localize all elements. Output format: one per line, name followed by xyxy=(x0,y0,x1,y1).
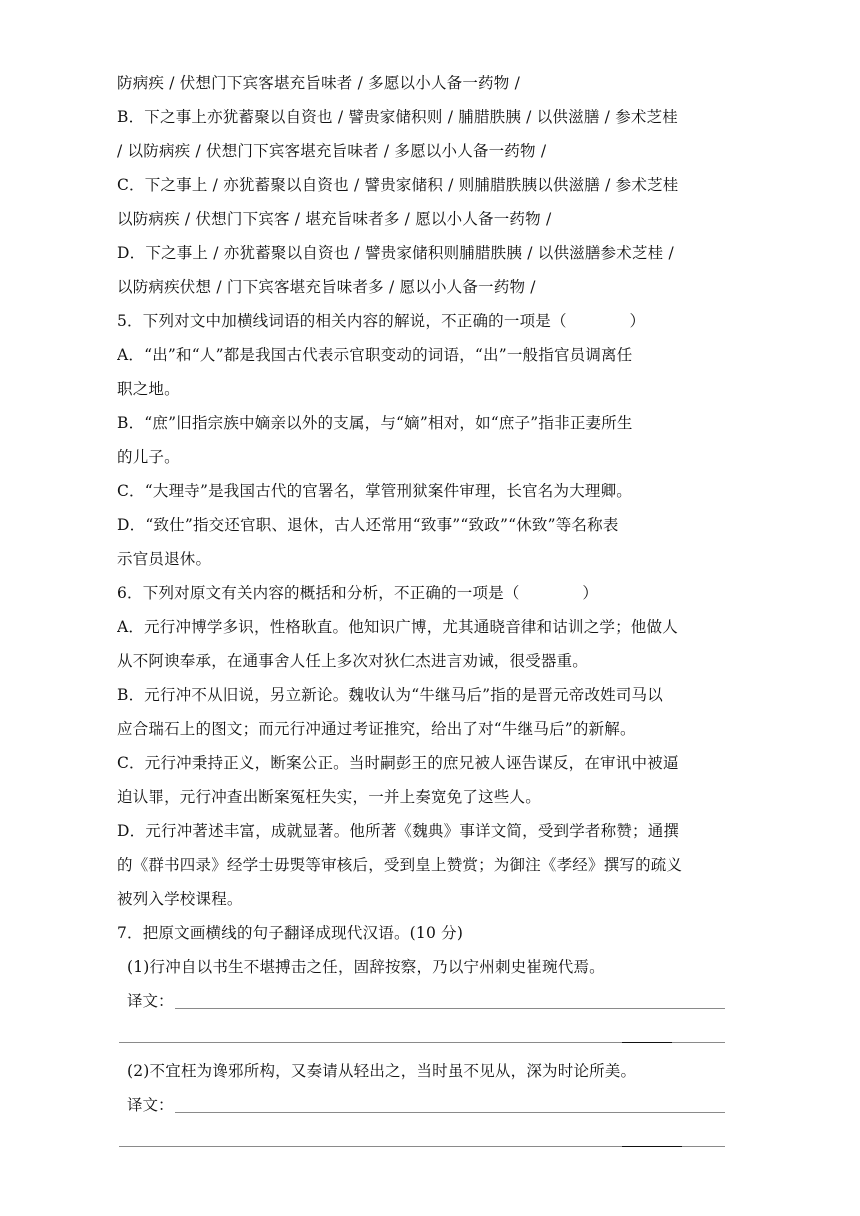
answer-line-segment xyxy=(622,1042,672,1043)
text-line: 应合瑞石上的图文；而元行冲通过考证推究，给出了对“牛继马后”的新解。 xyxy=(117,720,636,738)
q6-option-b: B．元行冲不从旧说，另立新论。魏收认为“牛继马后”指的是晋元帝改姓司马以 xyxy=(117,686,663,704)
q6-option-a: A．元行冲博学多识，性格耿直。他知识广博，尤其通晓音律和诂训之学；他做人 xyxy=(117,618,678,636)
answer-line[interactable] xyxy=(175,1008,725,1009)
q6-option-d: D．元行冲著述丰富，成就显著。他所著《魏典》事详文简，受到学者称赞；通撰 xyxy=(117,822,680,840)
q7-sentence-1: (1)行冲自以书生不堪搏击之任，固辞按察，乃以宁州刺史崔琬代焉。 xyxy=(127,958,605,976)
text-line: 从不阿谀奉承，在通事舍人任上多次对狄仁杰进言劝诫，很受器重。 xyxy=(117,652,589,670)
option-c-line: C．下之事上 / 亦犹蓄聚以自资也 / 譬贵家储积 / 则脯腊胅胰以供滋膳 / 参术芝桂 xyxy=(117,176,679,194)
document-body xyxy=(117,66,747,1156)
q7-answer-row-1 xyxy=(117,984,747,1018)
option-d-line: D．下之事上 / 亦犹蓄聚以自资也 / 譬贵家储积则脯腊胅胰 / 以供滋膳参术芝桂 / xyxy=(117,244,674,262)
text-line: / 以防病疾 / 伏想门下宾客堪充旨味者 / 多愿以小人备一药物 / xyxy=(117,142,547,160)
q5-option-a: A．“出”和“人”都是我国古代表示官职变动的词语，“出”一般指官员调离任 xyxy=(117,346,633,364)
q7-sentence-2: (2)不宜枉为谗邪所构，又奏请从轻出之，当时虽不见从，深为时论所美。 xyxy=(127,1062,637,1080)
text-line: 的儿子。 xyxy=(117,448,180,466)
text-line: 迫认罪，元行冲查出断案冤枉失实，一并上奏宽免了这些人。 xyxy=(117,788,541,806)
question-7-stem: 7．把原文画横线的句子翻译成现代汉语。(10 分) xyxy=(117,924,464,942)
q7-answer-row-2b xyxy=(117,1122,747,1156)
q7-answer-row-2 xyxy=(117,1088,747,1122)
text-line: 以防病疾 / 伏想门下宾客 / 堪充旨味者多 / 愿以小人备一药物 / xyxy=(117,210,552,228)
text-line: 以防病疾伏想 / 门下宾客堪充旨味者多 / 愿以小人备一药物 / xyxy=(117,278,536,296)
text-line: 职之地。 xyxy=(117,380,180,398)
question-6-stem: 6．下列对原文有关内容的概括和分析，不正确的一项是（ ） xyxy=(117,584,599,602)
answer-label: 译文： xyxy=(127,1096,174,1114)
q5-option-d: D．“致仕”指交还官职、退休，古人还常用“致事”“致政”“休致”等名称表 xyxy=(117,516,619,534)
answer-line-segment xyxy=(622,1146,682,1147)
text-line: 的《群书四录》经学士毋煚等审核后，受到皇上赞赏；为御注《孝经》撰写的疏义 xyxy=(117,856,683,874)
q6-option-c: C．元行冲秉持正义，断案公正。当时嗣彭王的庶兄被人诬告谋反，在审讯中被逼 xyxy=(117,754,679,772)
text-line: 被列入学校课程。 xyxy=(117,890,243,908)
q5-option-b: B．“庶”旧指宗族中嫡亲以外的支属，与“嫡”相对，如“庶子”指非正妻所生 xyxy=(117,414,633,432)
question-5-stem: 5．下列对文中加横线词语的相关内容的解说，不正确的一项是（ ） xyxy=(117,312,646,330)
q5-option-c: C．“大理寺”是我国古代的官署名，掌管刑狱案件审理，长官名为大理卿。 xyxy=(117,482,633,500)
answer-label: 译文： xyxy=(127,992,174,1010)
q7-answer-row-1b xyxy=(117,1018,747,1052)
text-line: 防病疾 / 伏想门下宾客堪充旨味者 / 多愿以小人备一药物 / xyxy=(117,74,521,92)
text-line: 示官员退休。 xyxy=(117,550,212,568)
answer-line[interactable] xyxy=(175,1112,725,1113)
option-b-line: B．下之事上亦犹蓄聚以自资也 / 譬贵家储积则 / 脯腊胅胰 / 以供滋膳 / 参术芝桂 xyxy=(117,108,678,126)
